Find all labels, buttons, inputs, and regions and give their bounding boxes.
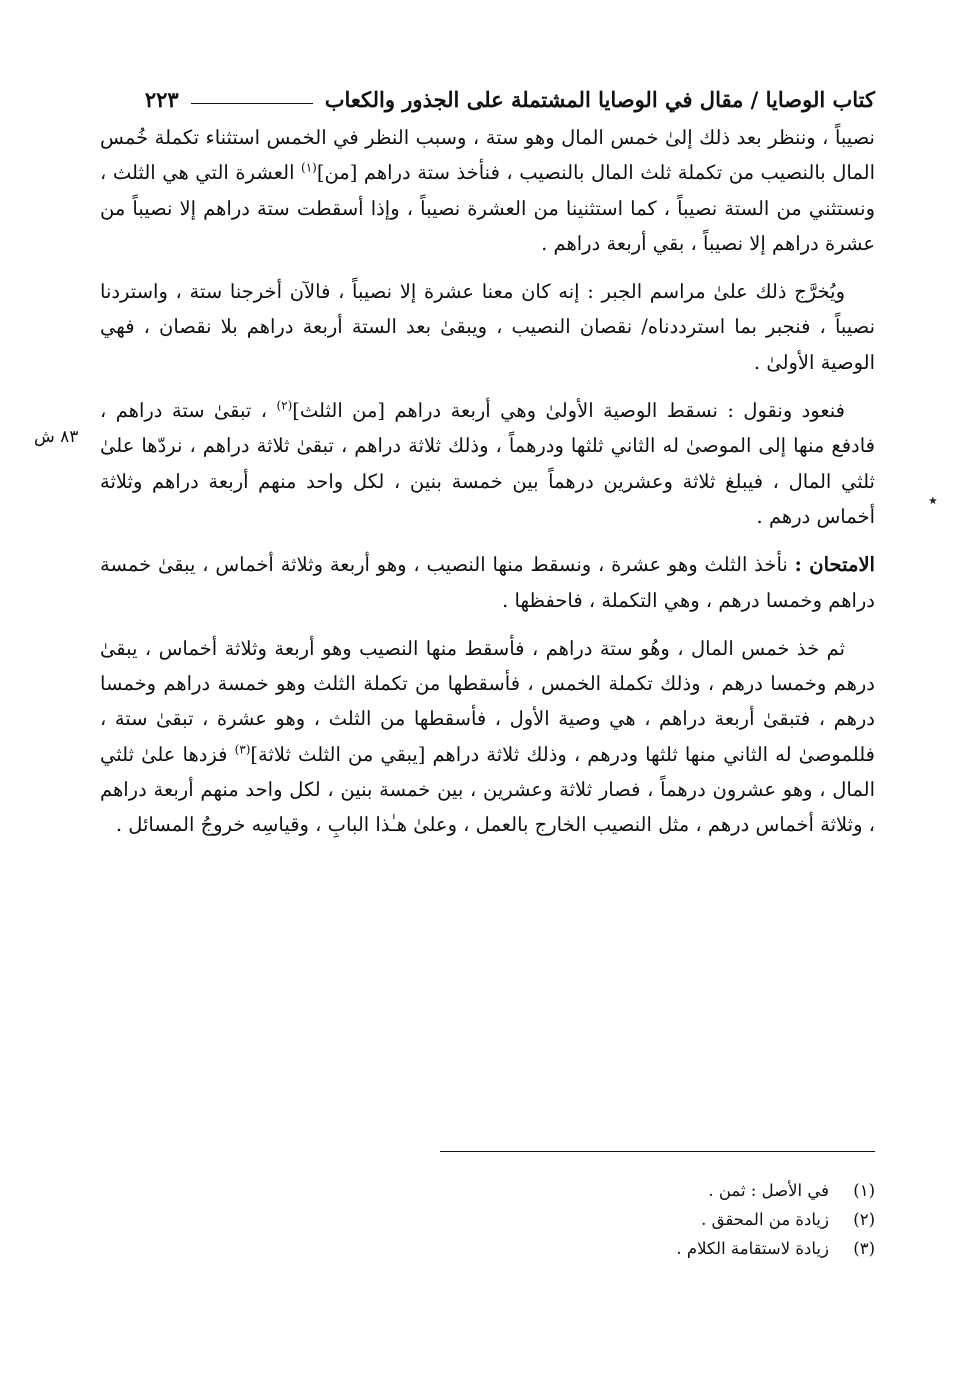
footnote-reference: (٣) (234, 742, 251, 757)
paragraph-text-continued: ، تبقىٰ ستة دراهم ، فادفع منها إلى الموصىٰ له الثاني ثلثها ودرهماً ، وذلك ثلاثة دراهم ، تبقىٰ ثلاثة دراهم ، نردّها علىٰ ثلثي المال ، فيبلغ ثلاثة وعشرين درهماً بين خمسة بنين ، لكل واحد منهم أربعة دراهم وثلاثة أخماس درهم . (100, 399, 875, 528)
footnote-text: زيادة من المحقق . (701, 1210, 829, 1229)
paragraph-1 (100, 120, 875, 261)
footnotes (100, 1176, 875, 1263)
footnote-text: زيادة لاستقامة الكلام . (676, 1239, 829, 1258)
paragraph-text-continued: فزدها علىٰ ثلثي المال ، وهو عشرون درهماً ، فصار ثلاثة وعشرين ، بين خمسة بنين ، لكل واحد منهم أربعة دراهم ، وثلاثة أخماس درهم ، مثل النصيب الخارج بالعمل ، وعلىٰ هـٰذا البابِ ، وقياسِه خروجُ المسائل . (100, 742, 875, 837)
paragraph-text: فنعود ونقول : نسقط الوصية الأولىٰ وهي أربعة دراهم [من الثلث] (292, 399, 845, 423)
footnote-rule (440, 1151, 875, 1152)
footnote-text: في الأصل : ثمن . (708, 1181, 829, 1200)
paragraph-text: ويُخرَّج ذلك علىٰ مراسم الجبر : إنه كان معنا عشرة إلا نصيباً ، فالآن أخرجنا ستة ، واستردنا نصيباً ، فنجبر بما استرددناه/ نقصان النصيب ، ويبقىٰ بعد الستة أربعة دراهم بلا نقصان ، فهي الوصية الأولىٰ . (100, 280, 875, 374)
paragraph-2 (100, 274, 875, 380)
book-page (100, 80, 875, 856)
paragraph-5 (100, 631, 875, 843)
footnote-item (100, 1205, 875, 1234)
paragraph-text: نأخذ الثلث وهو عشرة ، ونسقط منها النصيب ، وهو أربعة وثلاثة أخماس ، يبقىٰ خمسة دراهم وخمسا درهم ، وهي التكملة ، فاحفظها . (100, 553, 875, 612)
paragraph-text-continued: العشرة التي هي الثلث ، ونستثني من الستة نصيباً ، كما استثنينا من العشرة نصيباً ، وإذا أسقطت ستة دراهم إلا نصيباً من عشرة دراهم إلا نصيباً ، بقي أربعة دراهم . (100, 161, 875, 255)
footnote-item (100, 1234, 875, 1263)
page-number: ٢٢٣ (144, 87, 179, 112)
paragraph-text: ثم خذ خمس المال ، وهُو ستة دراهم ، فأسقط منها النصيب وهو أربعة وثلاثة أخماس ، يبقىٰ درهم وخمسا درهم ، وذلك تكملة الخمس ، فأسقطها من تكملة الثلث وهو خمسة دراهم وخمسا درهم ، فتبقىٰ أربعة دراهم ، هي وصية الأول ، فأسقطها من الثلث ، وهو عشرة ، تبقىٰ ستة ، فللموصىٰ له الثاني منها ثلثها ودرهم ، وذلك ثلاثة دراهم [يبقي من الثلث ثلاثة] (100, 636, 876, 766)
paragraph-text: نصيباً ، وننظر بعد ذلك إلىٰ خمس المال وهو ستة ، وسبب النظر في الخمس استثناء تكملة خُمس المال بالنصيب من تكملة ثلث المال بالنصيب ، فنأخذ ستة دراهم [من] (100, 126, 875, 185)
running-header (100, 80, 875, 120)
section-lead: الامتحان : (794, 553, 875, 577)
paragraph-3 (100, 393, 875, 534)
header-title: كتاب الوصايا / مقال في الوصايا المشتملة على الجذور والكعاب (324, 87, 875, 112)
margin-mark: ٭ (928, 490, 938, 511)
footnote-reference: (٢) (276, 398, 293, 413)
footnote-item (100, 1176, 875, 1205)
header-rule (191, 103, 313, 104)
footnote-number: (٢) (853, 1210, 875, 1229)
margin-folio-note: ٨٣ ش (34, 427, 79, 447)
footnote-number: (١) (853, 1181, 875, 1200)
body-text (100, 120, 875, 843)
footnote-reference: (١) (301, 160, 317, 175)
paragraph-4 (100, 547, 875, 618)
footnote-number: (٣) (853, 1239, 875, 1258)
